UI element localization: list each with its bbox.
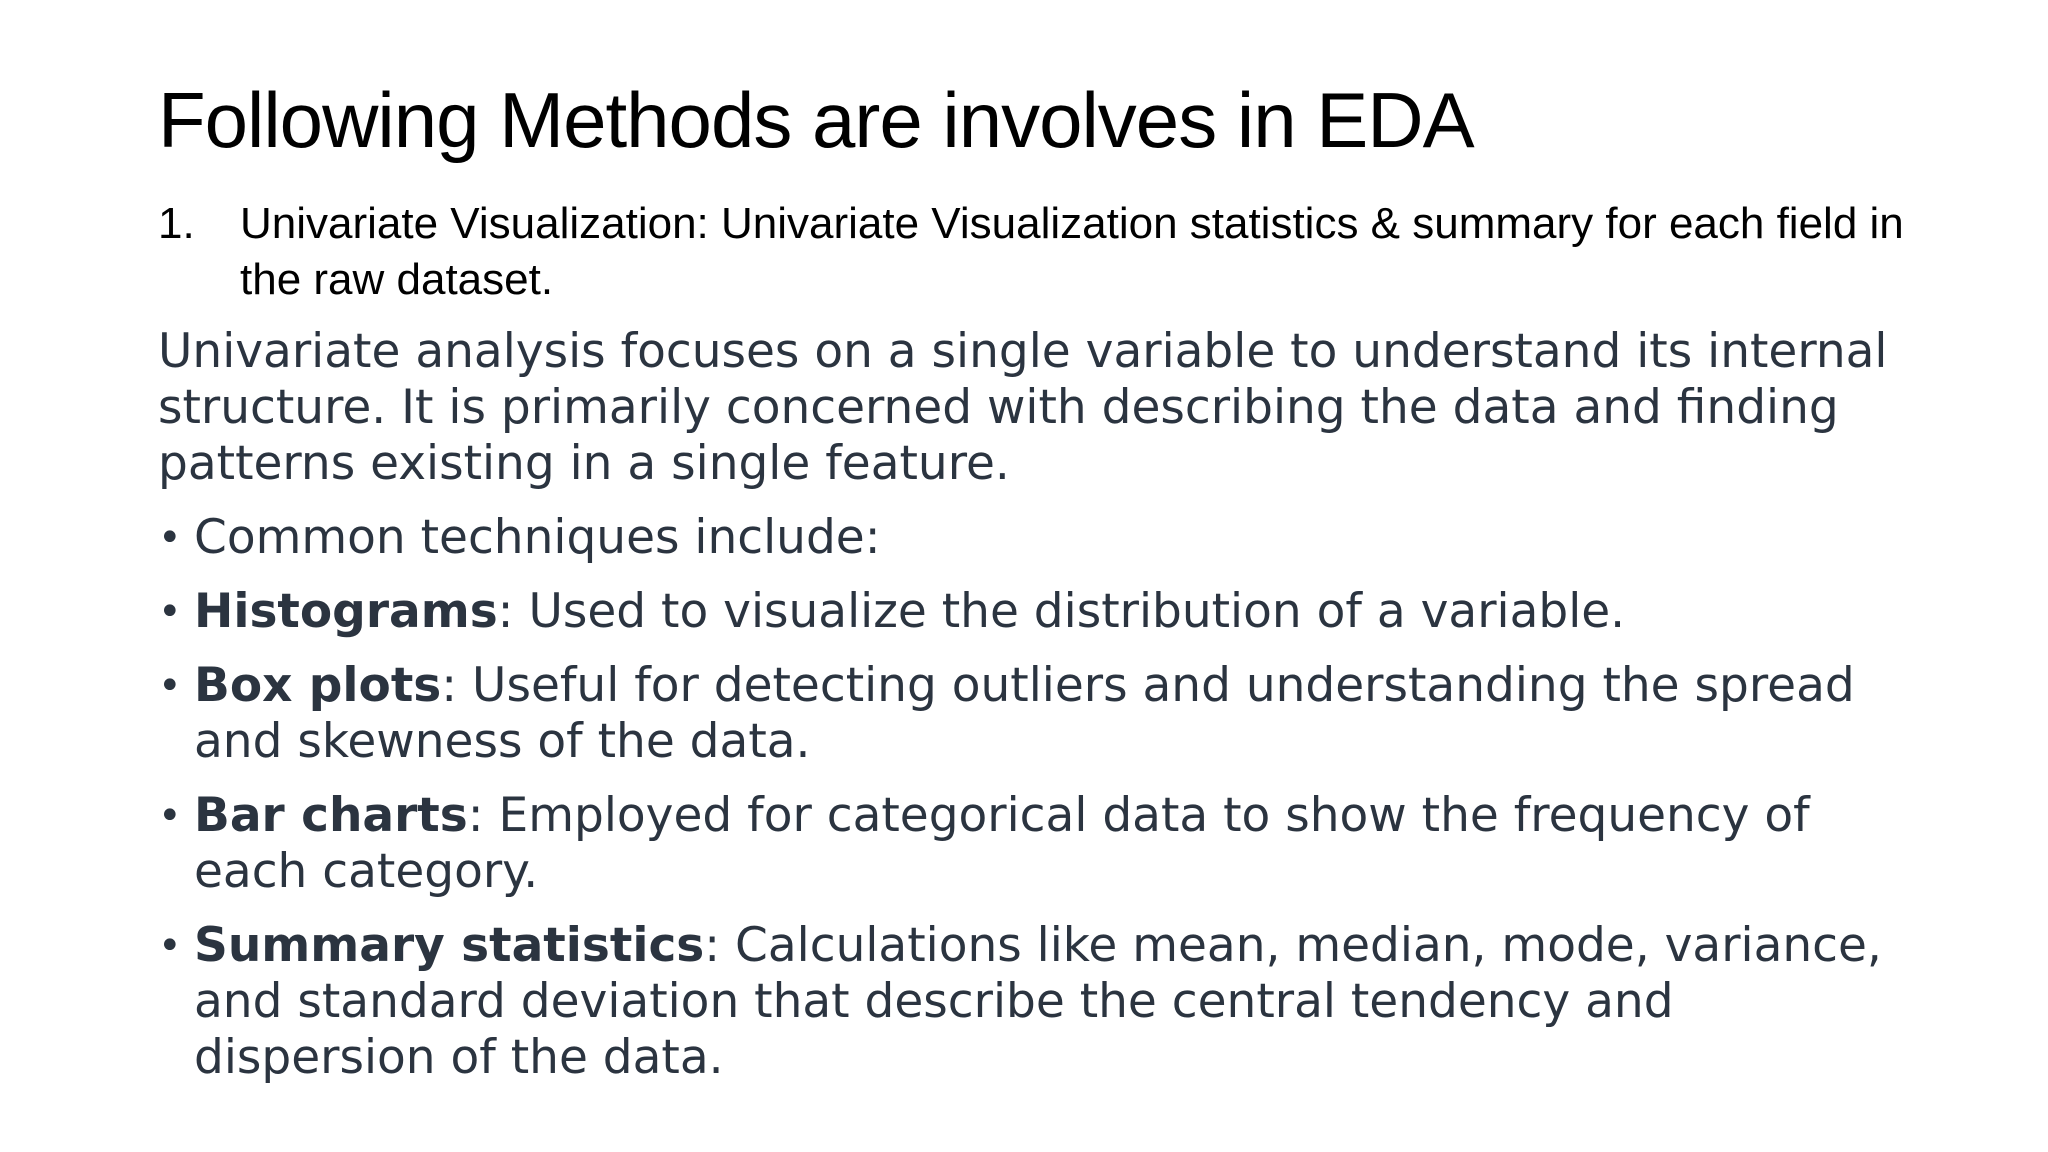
bullet-term: Histograms xyxy=(194,584,498,639)
bullet-item xyxy=(158,788,1918,900)
bullet-text: : Used to visualize the distribution of a variable. xyxy=(497,584,1626,639)
bullet-dot-icon: • xyxy=(158,793,182,839)
bullet-text: : Employed for categorical data to show the frequency of each category. xyxy=(194,788,1810,899)
bullet-dot-icon: • xyxy=(158,923,182,969)
slide-title: Following Methods are involves in EDA xyxy=(158,76,1474,164)
slide-body xyxy=(158,324,1918,1104)
bullet-dot-icon: • xyxy=(158,663,182,709)
numbered-item xyxy=(158,196,1918,308)
bullet-text: : Useful for detecting outliers and understanding the spread and skewness of the data. xyxy=(194,658,1855,769)
numbered-item-text: Univariate Visualization: Univariate Visualization statistics & summary for each field in the raw dataset. xyxy=(240,199,1904,304)
bullet-item xyxy=(158,918,1918,1086)
bullet-text: Common techniques include: xyxy=(194,510,881,565)
bullet-term: Box plots xyxy=(194,658,442,713)
bullet-text: : Calculations like mean, median, mode, variance, and standard deviation that describe the central tendency and dispersion of the data. xyxy=(194,918,1882,1085)
bullet-item xyxy=(158,510,1918,566)
bullet-item xyxy=(158,584,1918,640)
intro-paragraph: Univariate analysis focuses on a single variable to understand its internal structure. It is primarily concerned with describing the data and finding patterns existing in a single feature. xyxy=(158,324,1888,491)
bullet-dot-icon: • xyxy=(158,589,182,635)
bullet-item xyxy=(158,658,1918,770)
bullet-term: Bar charts xyxy=(194,788,468,843)
numbered-item-number: 1. xyxy=(158,199,195,248)
bullet-dot-icon: • xyxy=(158,515,182,561)
bullet-term: Summary statistics xyxy=(194,918,705,973)
